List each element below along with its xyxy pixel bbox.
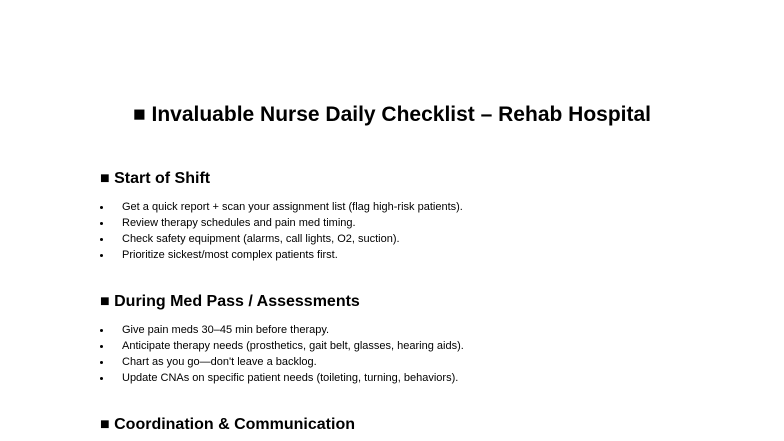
bullet-icon [100, 377, 103, 380]
list-item [100, 322, 740, 338]
bullet-icon [100, 254, 103, 257]
bullet-icon [100, 329, 103, 332]
bullet-icon [100, 206, 103, 209]
section-start-of-shift [100, 169, 740, 263]
list-item-text: Give pain meds 30–45 min before therapy. [122, 324, 330, 336]
list-item-text: Prioritize sickest/most complex patients first. [122, 249, 338, 261]
bullet-icon [100, 345, 103, 348]
section-coordination-communication [100, 415, 740, 435]
bullet-icon [100, 238, 103, 241]
section-med-pass-assessments [100, 292, 740, 386]
bullet-icon [100, 222, 103, 225]
list-item [100, 370, 740, 386]
checklist [100, 199, 740, 263]
list-item [100, 231, 740, 247]
list-item [100, 199, 740, 215]
list-item-text: Update CNAs on specific patient needs (toileting, turning, behaviors). [122, 372, 459, 384]
list-item-text: Chart as you go—don't leave a backlog. [122, 356, 317, 368]
list-item-text: Check safety equipment (alarms, call lights, O2, suction). [122, 233, 400, 245]
section-heading: ■ Start of Shift [100, 170, 211, 187]
section-heading: ■ During Med Pass / Assessments [100, 293, 360, 310]
list-item-text: Get a quick report + scan your assignment list (flag high-risk patients). [122, 201, 463, 213]
checklist [100, 322, 740, 386]
list-item [100, 247, 740, 263]
bullet-icon [100, 361, 103, 364]
section-heading: ■ Coordination & Communication [100, 416, 355, 433]
list-item-text: Anticipate therapy needs (prosthetics, gait belt, glasses, hearing aids). [122, 340, 464, 352]
list-item-text: Review therapy schedules and pain med timing. [122, 217, 356, 229]
list-item [100, 354, 740, 370]
list-item [100, 338, 740, 354]
list-item [100, 215, 740, 231]
document-title: ■ Invaluable Nurse Daily Checklist – Rehab Hospital [132, 103, 652, 126]
